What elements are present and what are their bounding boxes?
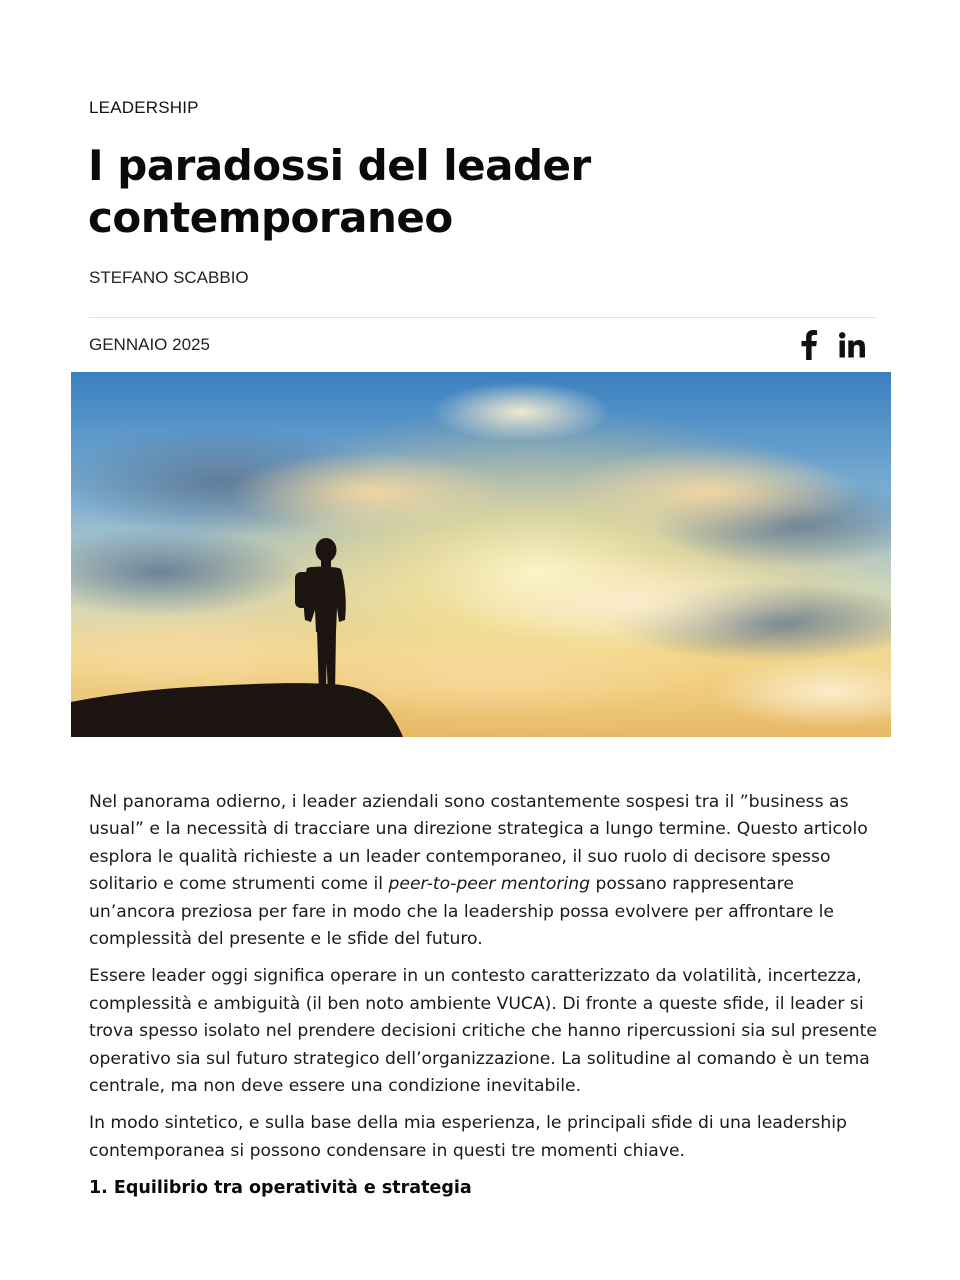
category-label[interactable]: LEADERSHIP bbox=[89, 98, 199, 117]
article-title: I paradossi del leader contemporaneo bbox=[88, 141, 591, 242]
paragraph: Nel panorama odierno, i leader aziendali sono costantemente sospesi tra il ”business as usual” e la necessità di tracciare una direzione strategica a lungo termine. Questo articolo esplora le qualità richieste a un leader contemporaneo, il suo ruolo di decisore spesso solitario e come strumenti come il peer-to-peer mentoring possano rappresentare un’ancora preziosa per fare in modo che la leadership possa evolvere per affrontare le complessità del presente e le sfide del futuro. bbox=[89, 792, 868, 950]
article-body bbox=[89, 789, 879, 1203]
emphasis: peer-to-peer mentoring bbox=[388, 874, 591, 895]
publish-date: GENNAIO 2025 bbox=[89, 335, 210, 354]
paragraph: In modo sintetico, e sulla base della mia esperienza, le principali sfide di una leadership contemporanea si possono condensare in questi tre momenti chiave. bbox=[89, 1113, 847, 1161]
author-name[interactable]: STEFANO SCABBIO bbox=[89, 268, 249, 287]
linkedin-share-button[interactable] bbox=[836, 328, 868, 362]
section-heading: 1. Equilibrio tra operatività e strategia bbox=[89, 1178, 472, 1199]
facebook-icon bbox=[800, 330, 818, 360]
paragraph: Essere leader oggi significa operare in un contesto caratterizzato da volatilità, incertezza, complessità e ambiguità (il ben noto ambiente VUCA). Di fronte a queste sfide, il leader si trova spesso isolato nel prendere decisioni critiche che hanno ripercussioni sia sul presente operativo sia sul futuro strategico dell’organizzazione. La solitudine al comando è un tema centrale, ma non deve essere una condizione inevitabile. bbox=[89, 966, 877, 1097]
facebook-share-button[interactable] bbox=[796, 328, 822, 362]
divider bbox=[89, 317, 876, 318]
linkedin-icon bbox=[839, 332, 865, 358]
hero-image bbox=[71, 372, 891, 737]
